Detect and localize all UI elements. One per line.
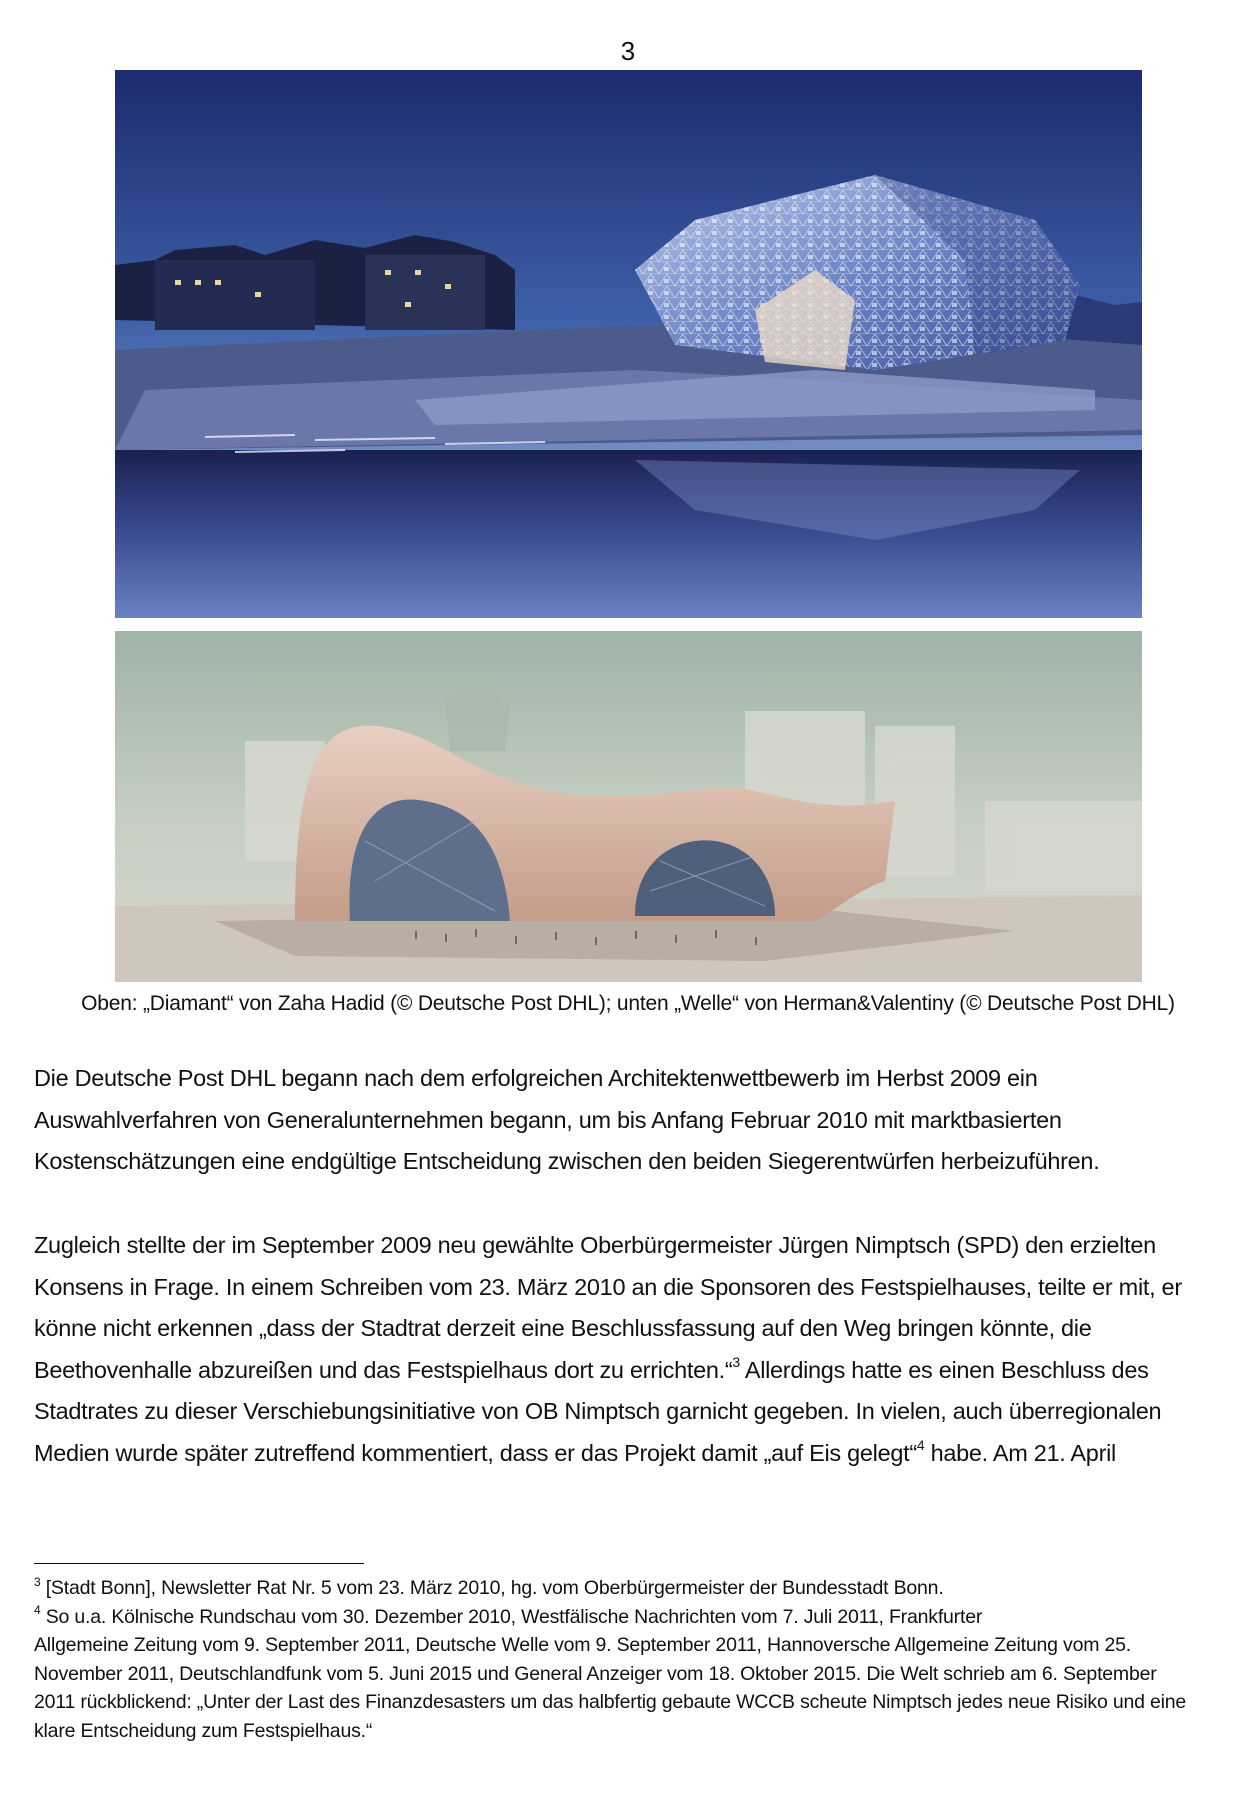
line-text: Beethovenhalle abzureißen und das Festspielhaus dort zu errichten.“ <box>34 1356 733 1383</box>
paragraph-line <box>34 1433 1224 1475</box>
footnote-text: So u.a. Kölnische Rundschau vom 30. Dezember 2010, Westfälische Nachrichten vom 7. Juli 2011, Frankfurter <box>45 1605 983 1628</box>
paragraph-line: Zugleich stellte der im September 2009 neu gewählte Oberbürgermeister Jürgen Nimptsch (SPD) den erzielten <box>34 1232 1156 1258</box>
paragraph-line: könne nicht erkennen „dass der Stadtrat derzeit eine Beschlussfassung auf den Weg bringen könnte, die <box>34 1315 1092 1341</box>
footnote-line <box>34 1603 1234 1632</box>
body-paragraph-1 <box>34 1058 1224 1183</box>
footnote-line: klare Entscheidung zum Festspielhaus.“ <box>34 1719 373 1742</box>
paragraph-line: Auswahlverfahren von Generalunternehmen begann, um bis Anfang Februar 2010 mit marktbasierten <box>34 1106 1062 1133</box>
footnote-4 <box>34 1603 1234 1746</box>
paragraph-line: Die Deutsche Post DHL begann nach dem erfolgreichen Architektenwettbewerb im Herbst 2009 ein <box>34 1065 1038 1091</box>
diamant-rendering-image <box>115 70 1142 618</box>
footnote-divider <box>34 1563 364 1564</box>
footnotes <box>34 1574 1234 1745</box>
footnote-line <box>34 1574 1234 1603</box>
figure-caption: Oben: „Diamant“ von Zaha Hadid (© Deutsche Post DHL); unten „Welle“ von Herman&Valentiny (© Deutsche Post DHL) <box>81 992 1175 1015</box>
page-number: 3 <box>620 36 636 66</box>
footnote-line: November 2011, Deutschlandfunk vom 5. Juni 2015 und General Anzeiger vom 18. Oktober 2015. Die Welt schrieb am 6. September <box>34 1662 1157 1685</box>
body-paragraph-2 <box>34 1225 1224 1474</box>
footnote-ref-4[interactable]: 4 <box>916 1436 925 1453</box>
line-text: Allerdings hatte es einen Beschluss des <box>739 1356 1149 1383</box>
paragraph-line <box>34 1350 1224 1392</box>
footnote-marker: 3 <box>34 1574 41 1589</box>
footnote-line: Allgemeine Zeitung vom 9. September 2011, Deutsche Welle vom 9. September 2011, Hannoversche Allgemeine Zeitung vom 25. <box>34 1634 1131 1656</box>
paragraph-line: Konsens in Frage. In einem Schreiben vom 23. März 2010 an die Sponsoren des Festspielhauses, teilte er mit, er <box>34 1273 1182 1300</box>
footnote-text: [Stadt Bonn], Newsletter Rat Nr. 5 vom 23. März 2010, hg. vom Oberbürgermeister der Bundesstadt Bonn. <box>45 1577 944 1599</box>
footnote-ref-3[interactable]: 3 <box>732 1353 740 1370</box>
paragraph-line: Kostenschätzungen eine endgültige Entscheidung zwischen den beiden Siegerentwürfen herbeizuführen. <box>34 1148 1100 1174</box>
line-text: habe. Am 21. April <box>924 1439 1116 1466</box>
footnote-3 <box>34 1574 1234 1603</box>
footnote-line: 2011 rückblickend: „Unter der Last des Finanzdesasters um das halbfertig gebaute WCCB scheute Nimptsch jedes neue Risiko und eine <box>34 1691 1187 1713</box>
paragraph-line: Stadtrates zu dieser Verschiebungsinitiative von OB Nimptsch garnicht gegeben. In vielen, auch überregionalen <box>34 1398 1162 1424</box>
line-text: Medien wurde später zutreffend kommentiert, dass er das Projekt damit „auf Eis gelegt“ <box>34 1439 917 1466</box>
welle-rendering-image <box>115 631 1142 982</box>
footnote-marker: 4 <box>34 1603 41 1617</box>
